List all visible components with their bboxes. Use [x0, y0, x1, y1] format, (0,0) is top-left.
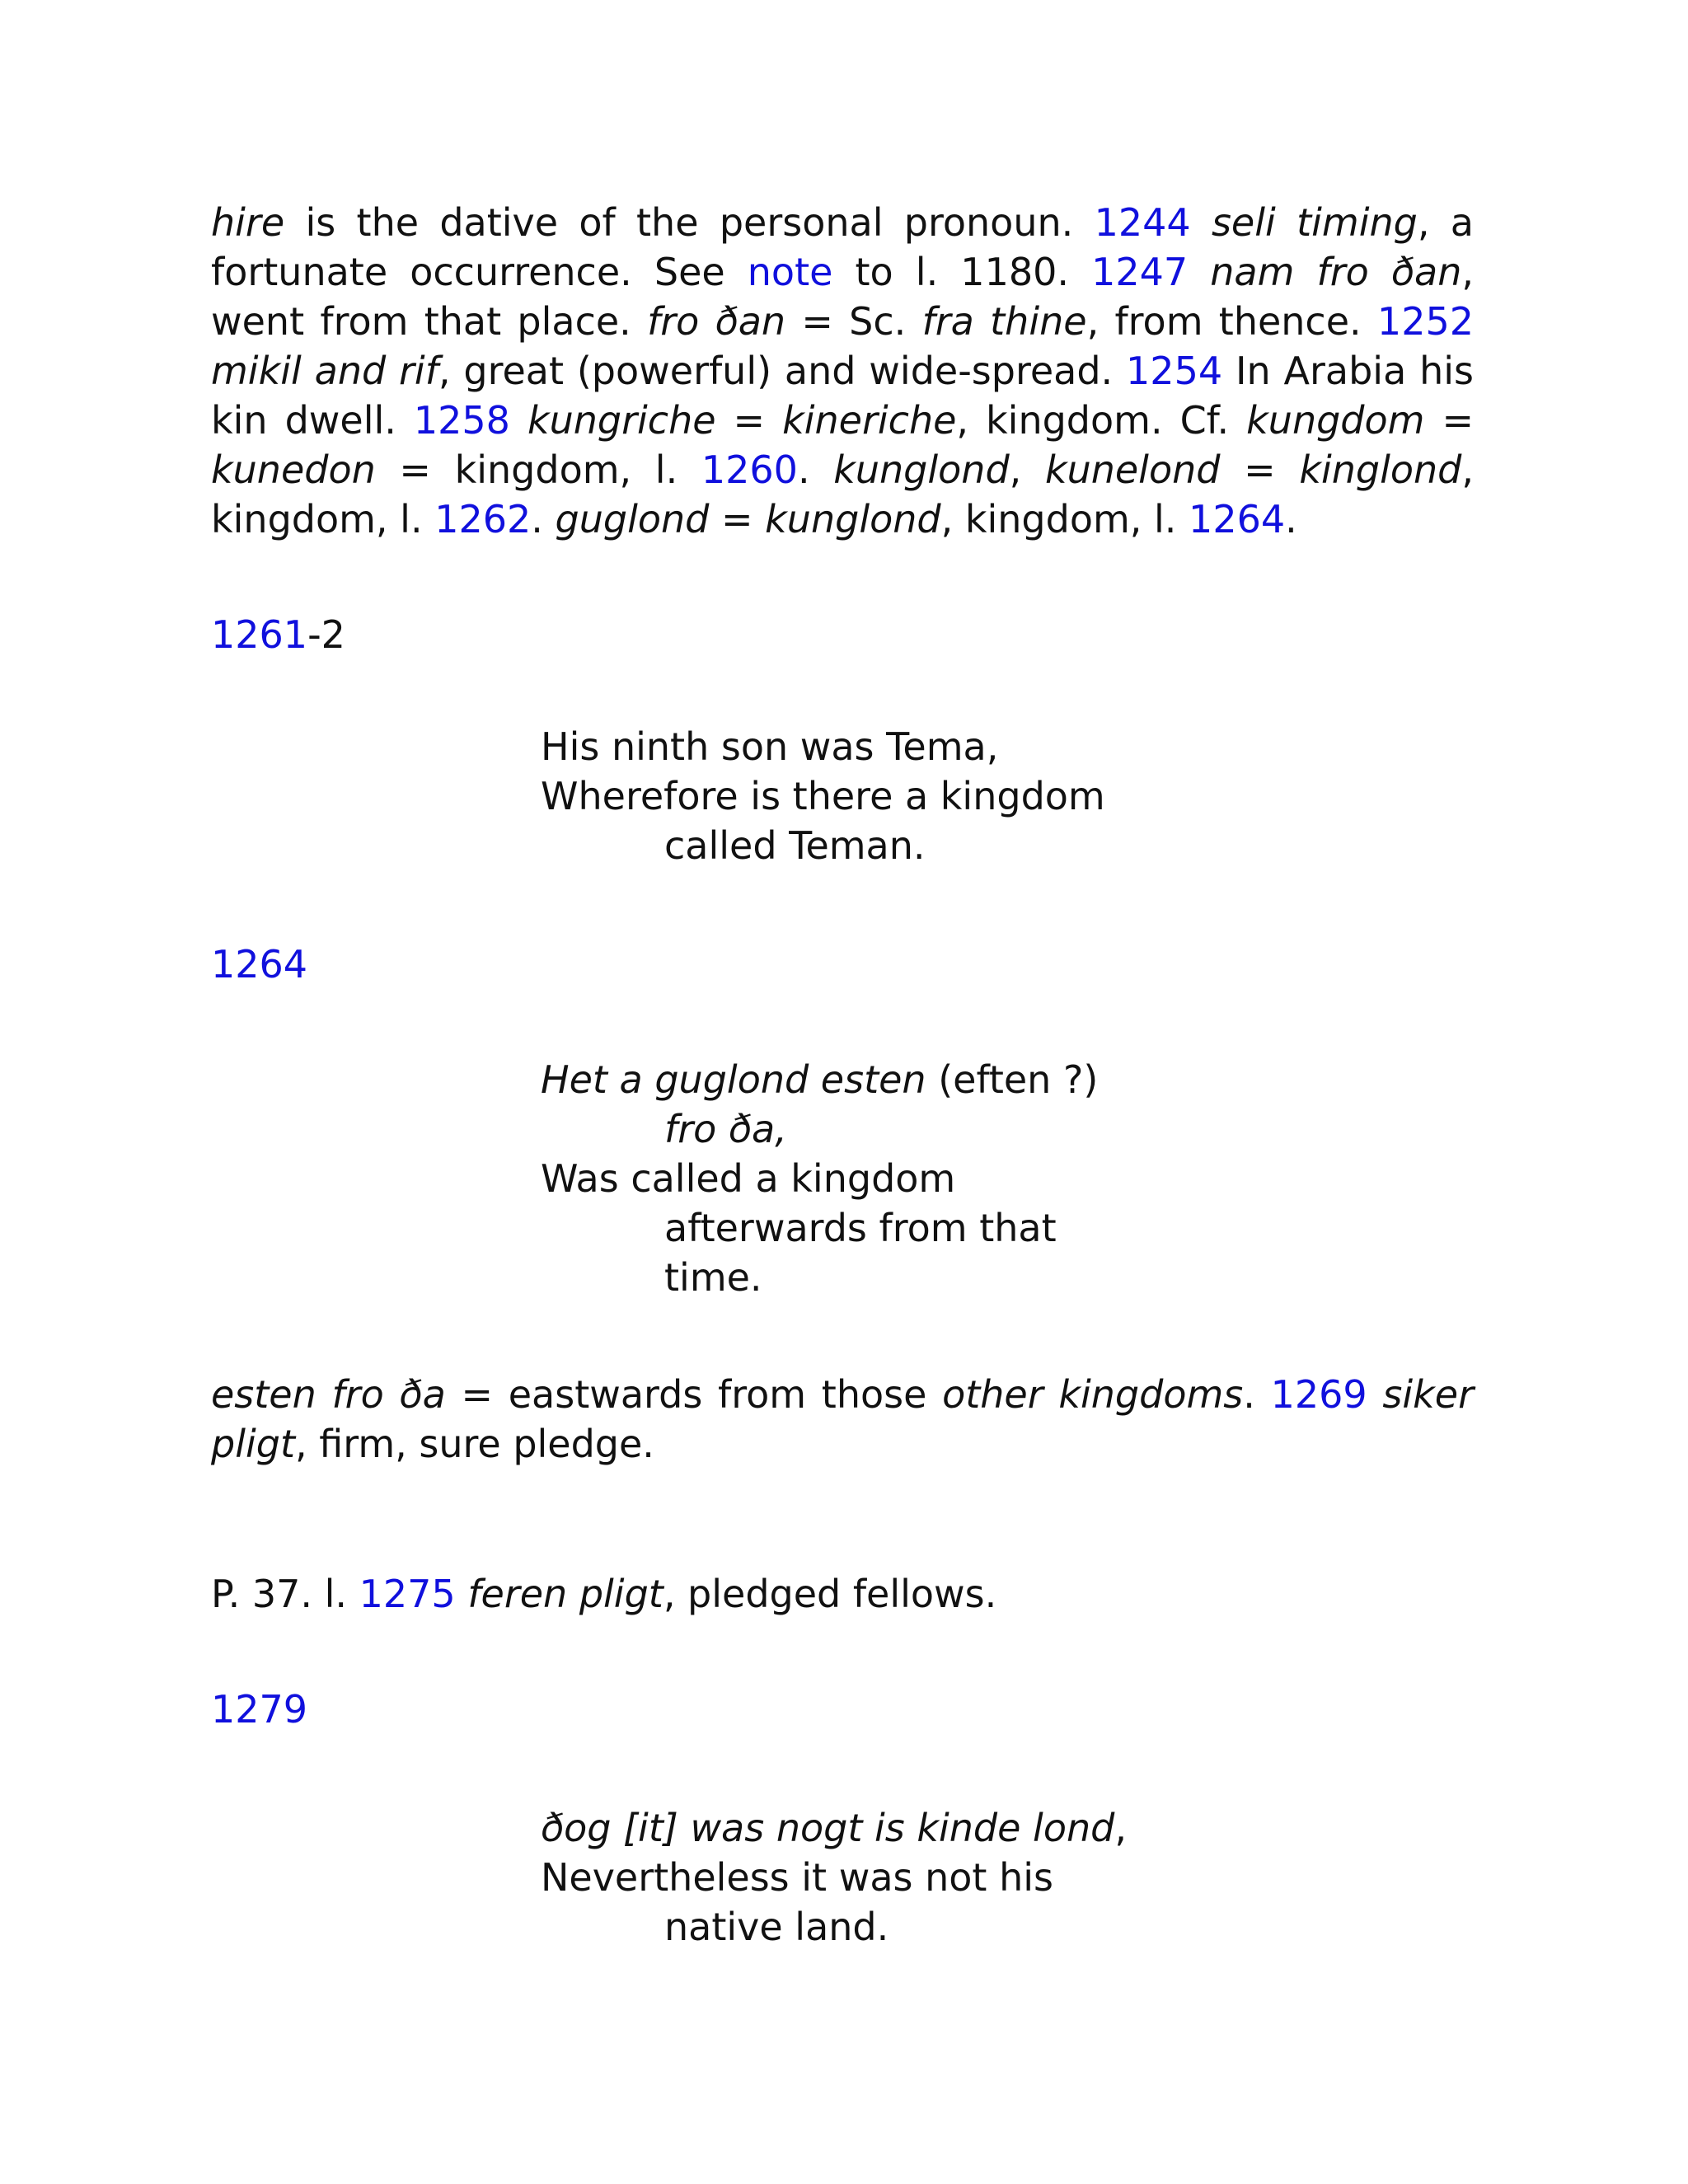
line-link-1252[interactable]: 1252	[1376, 299, 1474, 344]
term: feren pligt	[467, 1572, 663, 1616]
text: =	[1424, 398, 1475, 443]
text: =	[1220, 448, 1300, 492]
line-link-1264[interactable]: 1264	[1189, 497, 1286, 541]
line-link-1261[interactable]: 1261	[211, 612, 308, 657]
line-link-1258[interactable]: 1258	[413, 398, 510, 443]
verse-line: Was called a kingdom	[541, 1156, 956, 1201]
text: , firm, sure pledge.	[295, 1422, 654, 1466]
text: .	[1243, 1372, 1271, 1417]
line-link-1264-ref[interactable]: 1264	[211, 942, 308, 987]
term: mikil and rif	[211, 349, 438, 393]
text: , pledged fellows.	[663, 1572, 997, 1616]
text	[510, 398, 528, 443]
line-link-1279[interactable]: 1279	[211, 1687, 308, 1732]
line-reference-1264	[211, 940, 307, 989]
term: siker pligt	[211, 1372, 1474, 1466]
term: seli timing	[1211, 200, 1418, 245]
text	[1191, 200, 1212, 245]
term: kunglond	[765, 497, 941, 541]
note-paragraph-1	[211, 198, 1474, 544]
text: , kingdom, l.	[211, 448, 1475, 541]
note-paragraph-3	[211, 1569, 1474, 1619]
term: kineriche	[782, 398, 957, 443]
line-link-1269[interactable]: 1269	[1270, 1372, 1367, 1417]
text: (eften ?)	[926, 1057, 1099, 1102]
verse-block-1	[541, 722, 1105, 870]
term: kungriche	[527, 398, 716, 443]
line-link-1244[interactable]: 1244	[1094, 200, 1191, 245]
note-paragraph-2	[211, 1370, 1474, 1469]
text: ,	[1114, 1806, 1127, 1850]
text: =	[709, 497, 766, 541]
verse-block-2	[541, 1055, 1098, 1302]
line-link-1260[interactable]: 1260	[701, 448, 798, 492]
verse-term: ðog [it] was nogt is kinde lond	[541, 1806, 1115, 1850]
text: , kingdom, l.	[940, 497, 1189, 541]
verse-line-continuation: native land.	[664, 1905, 889, 1949]
line-reference-1279	[211, 1685, 307, 1734]
verse-line: Nevertheless it was not his	[541, 1855, 1053, 1900]
term: kunglond	[833, 448, 1010, 492]
text: = kingdom, l.	[375, 448, 701, 492]
verse-line: His ninth son was Tema,	[541, 724, 999, 769]
term: fra thine	[921, 299, 1087, 344]
text: is the dative of the personal pronoun.	[284, 200, 1095, 245]
text: , kingdom. Cf.	[956, 398, 1247, 443]
verse-line-continuation: afterwards from that	[664, 1206, 1057, 1250]
text: .	[797, 448, 834, 492]
text	[1188, 250, 1210, 294]
text: .	[531, 497, 556, 541]
line-link-1254[interactable]: 1254	[1126, 349, 1223, 393]
verse-line	[541, 1055, 1098, 1104]
text: In Arabia his kin dwell.	[211, 349, 1475, 443]
text: -2	[307, 612, 345, 657]
line-reference-1261	[211, 610, 345, 659]
text: .	[1285, 497, 1297, 541]
term: other kingdoms	[942, 1372, 1244, 1417]
verse-line	[541, 1803, 1127, 1853]
text: , great (powerful) and wide-spread.	[438, 349, 1127, 393]
term: hire	[211, 200, 285, 245]
term: kunedon	[211, 448, 376, 492]
term: nam fro ðan	[1210, 250, 1462, 294]
line-link-1262[interactable]: 1262	[434, 497, 532, 541]
verse-block-3	[541, 1803, 1127, 1952]
term: kungdom	[1246, 398, 1425, 443]
text: , went from that place.	[211, 250, 1474, 344]
term: kinglond	[1299, 448, 1462, 492]
term: guglond	[555, 497, 710, 541]
line-link-1247[interactable]: 1247	[1091, 250, 1189, 294]
text: to l. 1180.	[832, 250, 1092, 294]
verse-line-continuation: time.	[664, 1255, 762, 1300]
text: = Sc.	[785, 299, 922, 344]
verse-term: Het a guglond esten	[541, 1057, 926, 1102]
text: ,	[1009, 448, 1045, 492]
text: P. 37. l.	[211, 1572, 359, 1616]
text: =	[715, 398, 783, 443]
text: , from thence.	[1086, 299, 1377, 344]
text	[1367, 1372, 1383, 1417]
verse-line-continuation: called Teman.	[664, 823, 926, 868]
text: = eastwards from those	[445, 1372, 943, 1417]
term: kunelond	[1044, 448, 1221, 492]
verse-line: Wherefore is there a kingdom	[541, 774, 1105, 818]
line-link-1275[interactable]: 1275	[359, 1572, 456, 1616]
text	[456, 1572, 468, 1616]
verse-line-continuation: fro ða,	[664, 1107, 787, 1151]
note-link[interactable]: note	[747, 250, 833, 294]
text: , a fortunate occurrence. See	[211, 200, 1474, 294]
term: esten fro ða	[211, 1372, 446, 1417]
term: fro ðan	[647, 299, 786, 344]
